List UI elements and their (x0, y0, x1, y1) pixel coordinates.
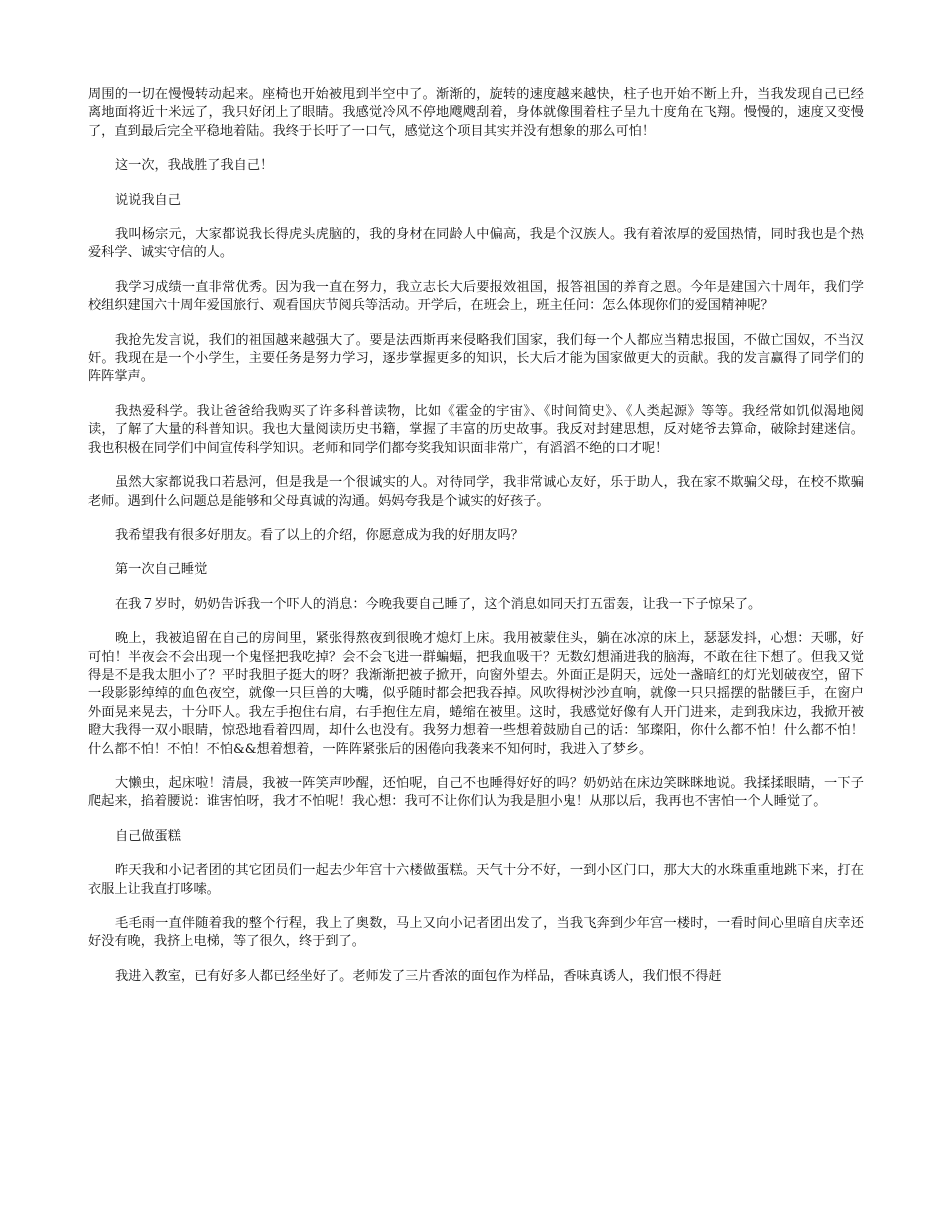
document-page (88, 86, 864, 1002)
paragraph-15: 昨天我和小记者团的其它团员们一起去少年宫十六楼做蛋糕。天气十分不好，一到小区门口，那大大的水珠重重地跳下来，打在衣服上让我直打哆嗦。 (88, 863, 864, 897)
paragraph-4: 我叫杨宗元，大家都说我长得虎头虎脑的，我的身材在同龄人中偏高，我是个汉族人。我有着浓厚的爱国热情，同时我也是个热爱科学、诚实守信的人。 (88, 227, 864, 261)
paragraph-9: 我希望我有很多好朋友。看了以上的介绍，你愿意成为我的好朋友吗？ (115, 527, 524, 543)
paragraph-7: 我热爱科学。我让爸爸给我购买了许多科普读物，比如《霍金的宇宙》、《时间简史》、《人类起源》等等。我经常如饥似渴地阅读，了解了大量的科普知识。我也大量阅读历史书籍，掌握了丰富的历史故事。我反对封建思想，反对姥爷去算命，破除封建迷信。我也积极在同学们中间宣传科学知识。老师和同学们都夸奖我知识面非常广，有滔滔不绝的口才呢！ (88, 403, 864, 456)
paragraph-2: 这一次，我战胜了我自己！ (115, 158, 274, 174)
paragraph-11: 在我７岁时，奶奶告诉我一个吓人的消息：今晚我要自己睡了，这个消息如同天打五雷轰，让我一下子惊呆了。 (115, 596, 762, 612)
paragraph-12: 晚上，我被追留在自己的房间里，紧张得熬夜到很晚才熄灯上床。我用被蒙住头，躺在冰凉的床上，瑟瑟发抖，心想：天哪，好可怕！半夜会不会出现一个鬼怪把我吃掉？会不会飞进一群蝙蝠，把我血吸干？无数幻想涌进我的脑海，不敢在往下想了。但我又觉得是不是我太胆小了？平时我胆子挺大的呀？我渐渐把被子掀开，向窗外望去。外面正是阴天，远处一盏暗红的灯光划破夜空，留下一段影影绰绰的血色夜空，就像一只巨兽的大嘴，似乎随时都会把我吞掉。风吹得树沙沙直响，就像一只只摇摆的骷髅巨手，在窗户外面晃来晃去，十分吓人。我左手抱住右肩，右手抱住左肩，蜷缩在被里。这时，我感觉好像有人开门进来，走到我床边，我掀开被瞪大我得一双小眼睛，惊恐地看着四周，却什么也没有。我努力想着一些想着鼓励自己的话：邹璨阳，你什么都不怕！什么都不怕！什么都不怕！不怕！不怕&&想着想着，一阵阵紧张后的困倦向我袭来不知何时，我进入了梦乡。 (88, 631, 864, 757)
paragraph-1: 周围的一切在慢慢转动起来。座椅也开始被甩到半空中了。渐渐的，旋转的速度越来越快，柱子也开始不断上升，当我发现自己已经离地面将近十米远了，我只好闭上了眼睛。我感觉冷风不停地飕飕刮着，身体就像围着柱子呈九十度角在飞翔。慢慢的，速度又变慢了，直到最后完全平稳地着陆。我终于长吁了一口气，感觉这个项目其实并没有想象的那么可怕！ (88, 87, 864, 139)
paragraph-8: 虽然大家都说我口若悬河，但是我是一个很诚实的人。对待同学，我非常诚心友好，乐于助人，我在家不欺骗父母，在校不欺骗老师。遇到什么问题总是能够和父母真诚的沟通。妈妈夸我是个诚实的好孩子。 (88, 475, 864, 509)
section-heading-first-time-sleeping-alone: 第一次自己睡觉 (115, 562, 208, 578)
paragraph-16: 毛毛雨一直伴随着我的整个行程，我上了奥数，马上又向小记者团出发了，当我飞奔到少年宫一楼时，一看时间心里暗自庆幸还好没有晚，我挤上电梯，等了很久，终于到了。 (88, 916, 864, 950)
paragraph-17: 我进入教室，已有好多人都已经坐好了。老师发了三片香浓的面包作为样品，香味真诱人，我们恨不得赶 (115, 968, 722, 984)
paragraph-5: 我学习成绩一直非常优秀。因为我一直在努力，我立志长大后要报效祖国，报答祖国的养育之恩。今年是建国六十周年，我们学校组织建国六十周年爱国旅行、观看国庆节阅兵等活动。开学后，在班会上，班主任问：怎么体现你们的爱国精神呢？ (88, 279, 864, 314)
section-heading-about-myself: 说说我自己 (115, 192, 181, 208)
section-heading-making-cake: 自己做蛋糕 (115, 828, 181, 844)
paragraph-13: 大懒虫，起床啦！清晨，我被一阵笑声吵醒，还怕呢，自己不也睡得好好的吗？奶奶站在床边笑眯眯地说。我揉揉眼睛，一下子爬起来，掐着腰说：谁害怕呀，我才不怕呢！我心想：我可不让你们认为我是胆小鬼！从那以后，我再也不害怕一个人睡觉了。 (88, 775, 864, 810)
paragraph-6: 我抢先发言说，我们的祖国越来越强大了。要是法西斯再来侵略我们国家，我们每一个人都应当精忠报国，不做亡国奴，不当汉奸。我现在是一个小学生，主要任务是努力学习，逐步掌握更多的知识，长大后才能为国家做更大的贡献。我的发言赢得了同学们的阵阵掌声。 (88, 332, 864, 385)
